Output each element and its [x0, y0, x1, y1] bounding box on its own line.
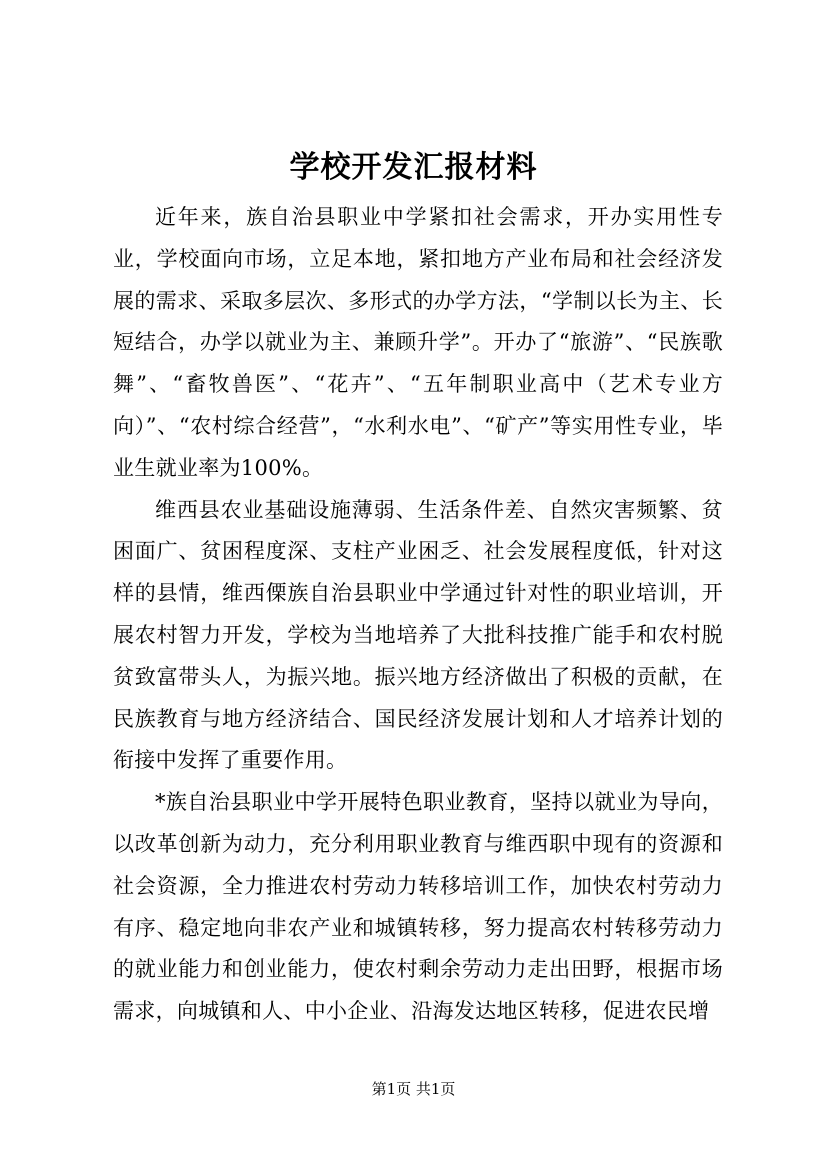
document-title: 学校开发汇报材料	[289, 150, 538, 185]
paragraph-1: 近年来，族自治县职业中学紧扣社会需求，开办实用性专业，学校面向市场，立足本地，紧扣地方产业布局和社会经济发展的需求、采取多层次、多形式的办学方法，“学制以长为主、长短结合，办学以就业为主、兼顾升学”。开办了“旅游”、“民族歌舞”、“畜牧兽医”、“花卉”、“五年制职业高中（艺术专业方向）”、“农村综合经营”，“水利水电”、“矿产”等实用性专业，毕业生就业率为100%。	[113, 205, 723, 480]
page-footer: 第1页 共1页	[371, 1080, 456, 1098]
paragraph-3: *族自治县职业中学开展特色职业教育，坚持以就业为导向，以改革创新为动力，充分利用职业教育与维西职中现有的资源和社会资源，全力推进农村劳动力转移培训工作，加快农村劳动力有序、稳定地向非农产业和城镇转移，努力提高农村转移劳动力的就业能力和创业能力，使农村剩余劳动力走出田野，根据市场需求，向城镇和人、中小企业、沿海发达地区转移，促进农民增	[113, 790, 723, 1024]
document-body	[113, 197, 723, 1033]
paragraph-2: 维西县农业基础设施薄弱、生活条件差、自然灾害频繁、贫困面广、贫困程度深、支柱产业困乏、社会发展程度低，针对这样的县情，维西傈族自治县职业中学通过针对性的职业培训，开展农村智力开发，学校为当地培养了大批科技推广能手和农村脱贫致富带头人，为振兴地。振兴地方经济做出了积极的贡献，在民族教育与地方经济结合、国民经济发展计划和人才培养计划的衔接中发挥了重要作用。	[113, 497, 723, 773]
